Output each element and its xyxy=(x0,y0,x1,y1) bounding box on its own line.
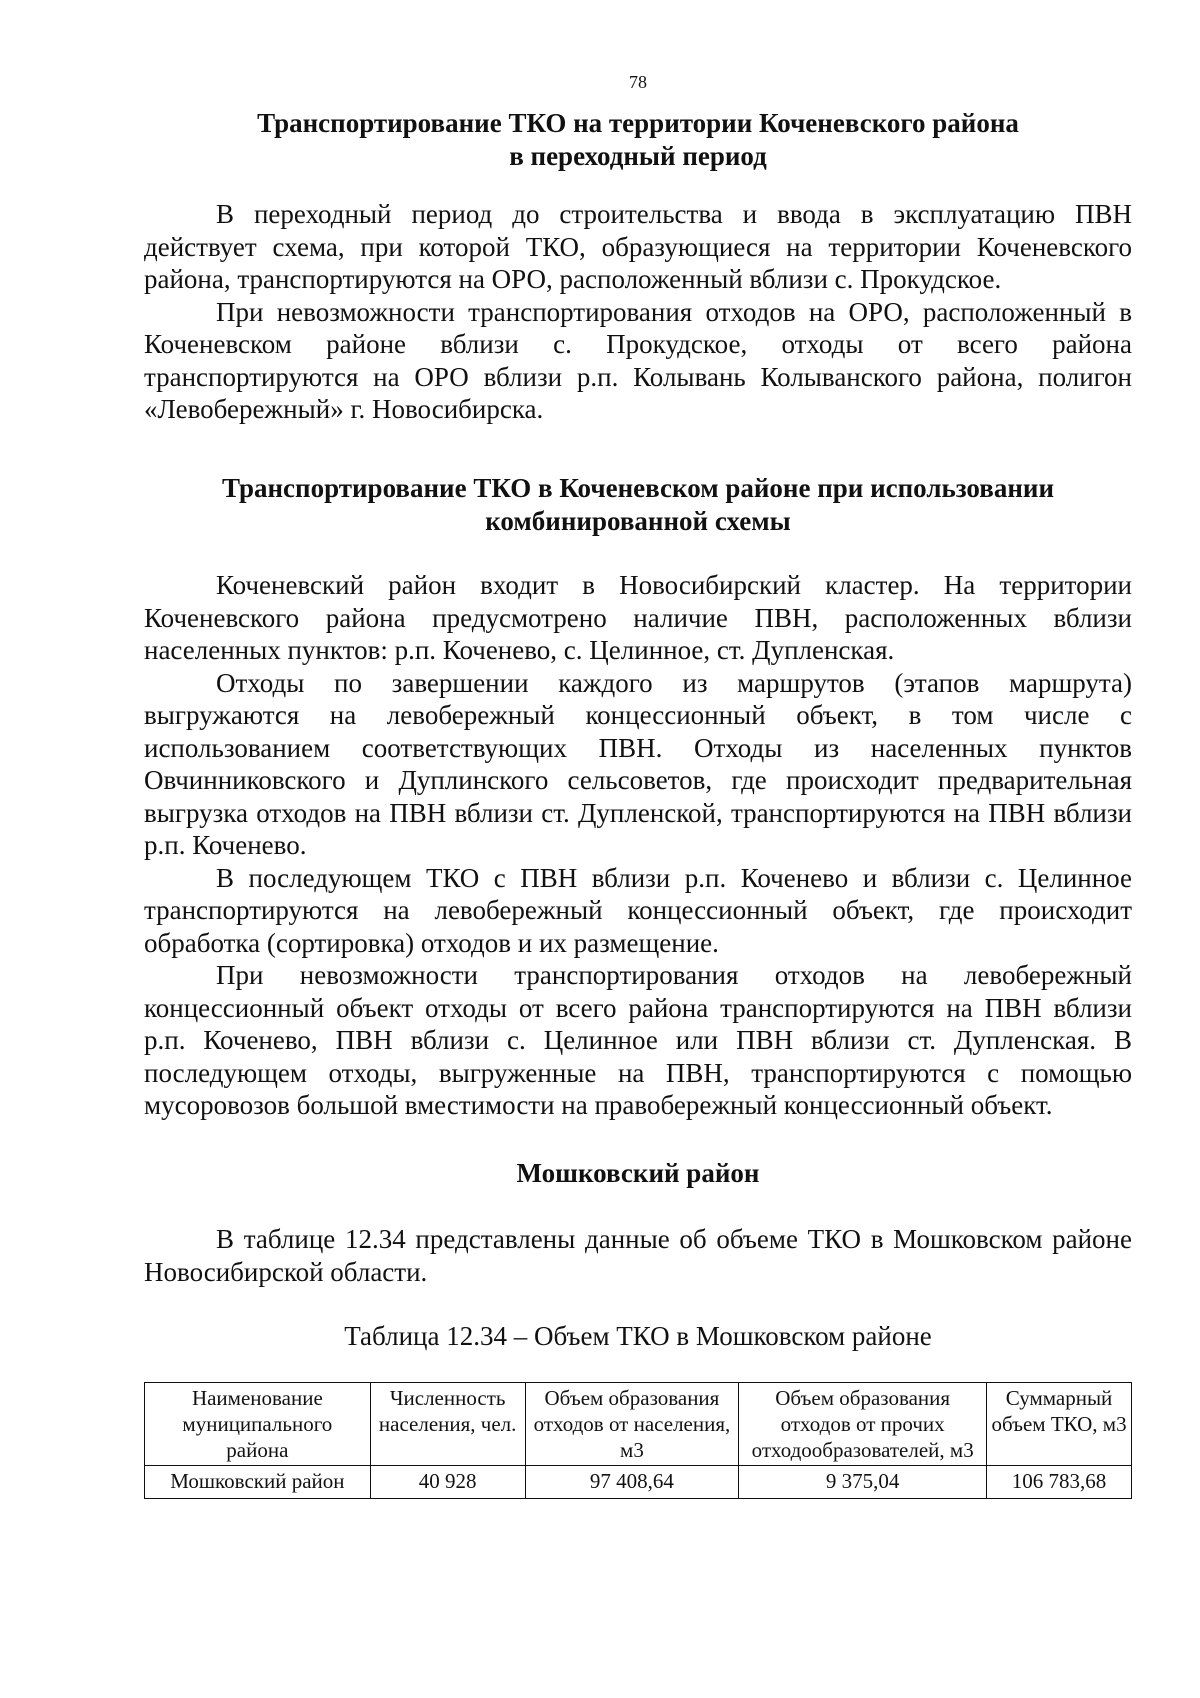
paragraph: Коченевский район входит в Новосибирский кластер. На территории Коченевского района предусмотрено наличие ПВН, расположенных вблизи населенных пунктов: р.п. Коченево, с. Целинное, ст. Дупленская. xyxy=(144,570,1132,665)
section-body-combined-scheme xyxy=(144,569,1132,1122)
paragraph: При невозможности транспортирования отходов на левобережный концессионный объект отходы от всего района транспортируются на ПВН вблизи р.п. Коченево, ПВН вблизи с. Целинное или ПВН вблизи ст. Дупленская. В последующем отходы, выгруженные на ПВН, транспортируются с помощью мусоровозов большой вместимости на правобережный концессионный объект. xyxy=(144,960,1132,1120)
column-header: Объем образования отходов от прочих отходообразователей, м3 xyxy=(739,1383,987,1466)
table-row xyxy=(145,1466,1132,1499)
tko-volume-table xyxy=(144,1382,1132,1499)
column-header: Наименование муниципального района xyxy=(145,1383,371,1466)
table-cell: 40 928 xyxy=(370,1466,525,1499)
paragraph: Отходы по завершении каждого из маршрутов (этапов маршрута) выгружаются на левобережный концессионный объект, в том числе с использованием соответствующих ПВН. Отходы из населенных пунктов Овчинниковского и Дуплинского сельсоветов, где происходит предварительная выгрузка отходов на ПВН вблизи ст. Дупленской, транспортируются на ПВН вблизи р.п. Коченево. xyxy=(144,667,1132,860)
section-heading-transition-period: Транспортирование ТКО на территории Коченевского района в переходный период xyxy=(257,108,1019,171)
column-header: Объем образования отходов от населения, м3 xyxy=(525,1383,739,1466)
section-body-moshkovsky xyxy=(144,1223,1132,1288)
table-cell: 97 408,64 xyxy=(525,1466,739,1499)
paragraph: В переходный период до строительства и ввода в эксплуатацию ПВН действует схема, при которой ТКО, образующиеся на территории Коченевского района, транспортируются на ОРО, расположенный вблизи с. Прокудское. xyxy=(144,199,1132,294)
section-body-transition-period xyxy=(144,198,1132,426)
table-caption: Таблица 12.34 – Объем ТКО в Мошковском районе xyxy=(344,1321,932,1351)
column-header: Численность населения, чел. xyxy=(370,1383,525,1466)
paragraph: В таблице 12.34 представлены данные об объеме ТКО в Мошковском районе Новосибирской области. xyxy=(144,1224,1132,1287)
table-cell: Мошковский район xyxy=(145,1466,371,1499)
table-header-row xyxy=(145,1383,1132,1466)
column-header: Суммарный объем ТКО, м3 xyxy=(987,1383,1132,1466)
paragraph: При невозможности транспортирования отходов на ОРО, расположенный в Коченевском районе вблизи с. Прокудское, отходы от всего района транспортируются на ОРО вблизи р.п. Колывань Колыванского района, полигон «Левобережный» г. Новосибирска. xyxy=(144,296,1132,424)
section-heading-combined-scheme: Транспортирование ТКО в Коченевском районе при использовании комбинированной схемы xyxy=(221,473,1055,536)
page-number: 78 xyxy=(629,72,647,92)
section-heading-moshkovsky: Мошковский район xyxy=(516,1158,760,1188)
paragraph: В последующем ТКО с ПВН вблизи р.п. Коченево и вблизи с. Целинное транспортируются на левобережный концессионный объект, где происходит обработка (сортировка) отходов и их размещение. xyxy=(144,862,1132,958)
table-cell: 9 375,04 xyxy=(739,1466,987,1499)
table-cell: 106 783,68 xyxy=(987,1466,1132,1499)
